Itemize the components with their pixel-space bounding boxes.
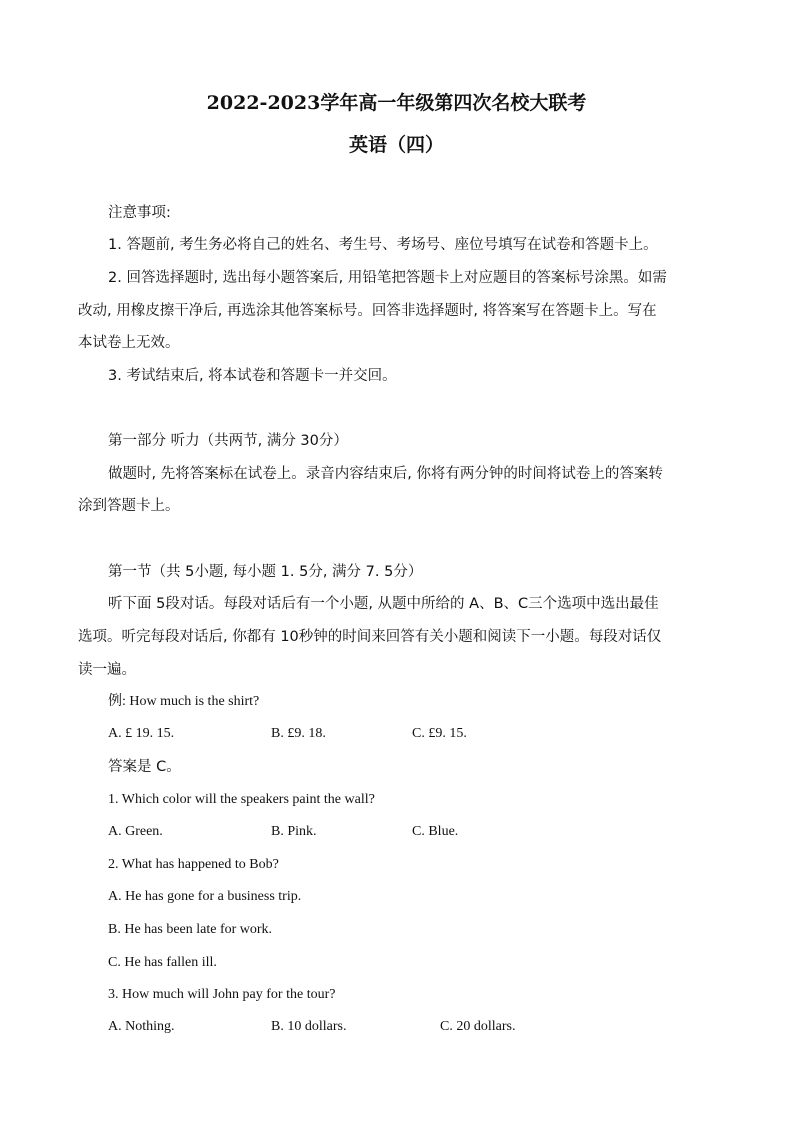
- section1-instruction-line-2: 选项。听完每段对话后, 你都有 10秒钟的时间来回答有关小题和阅读下一小题。每段对话仅: [78, 629, 662, 645]
- notice-item-2-line-2: 改动, 用橡皮擦干净后, 再选涂其他答案标号。回答非选择题时, 将答案写在答题卡上。写在: [78, 303, 657, 319]
- question-1-option-c: C. Blue.: [412, 824, 459, 839]
- question-2-option-a: A. He has gone for a business trip.: [108, 889, 302, 904]
- example-option-c: C. £9. 15.: [412, 726, 467, 741]
- notice-item-1: 1. 答题前, 考生务必将自己的姓名、考生号、考场号、座位号填写在试卷和答题卡上。: [108, 237, 658, 253]
- exam-title: 2022-2023学年高一年级第四次名校大联考: [206, 92, 587, 114]
- question-3-option-a: A. Nothing.: [108, 1019, 175, 1034]
- notice-item-3: 3. 考试结束后, 将本试卷和答题卡一并交回。: [108, 368, 397, 384]
- question-1-option-b: B. Pink.: [271, 824, 317, 839]
- exam-subtitle: 英语（四）: [348, 134, 444, 156]
- example-option-a: A. £ 19. 15.: [108, 726, 175, 741]
- notice-heading: 注意事项:: [108, 205, 171, 221]
- notice-item-2-line-1: 2. 回答选择题时, 选出每小题答案后, 用铅笔把答题卡上对应题目的答案标号涂黑。如需: [108, 270, 667, 286]
- part1-instruction-line-1: 做题时, 先将答案标在试卷上。录音内容结束后, 你将有两分钟的时间将试卷上的答案转: [108, 466, 663, 482]
- notice-item-2-line-3: 本试卷上无效。: [78, 335, 180, 351]
- section1-instruction-line-1: 听下面 5段对话。每段对话后有一个小题, 从题中所给的 A、B、C三个选项中选出最佳: [108, 596, 659, 612]
- part1-heading: 第一部分 听力（共两节, 满分 30分）: [108, 433, 348, 449]
- example-option-b: B. £9. 18.: [271, 726, 326, 741]
- question-2-option-b: B. He has been late for work.: [108, 922, 273, 937]
- question-3-stem: 3. How much will John pay for the tour?: [108, 987, 336, 1002]
- question-2-stem: 2. What has happened to Bob?: [108, 857, 279, 872]
- question-3-option-c: C. 20 dollars.: [440, 1019, 516, 1034]
- section1-instruction-line-3: 读一遍。: [78, 662, 136, 678]
- part1-instruction-line-2: 涂到答题卡上。: [78, 498, 180, 514]
- section1-heading: 第一节（共 5小题, 每小题 1. 5分, 满分 7. 5分）: [108, 564, 423, 580]
- example-question: 例: How much is the shirt?: [108, 694, 260, 709]
- question-3-option-b: B. 10 dollars.: [271, 1019, 347, 1034]
- example-answer: 答案是 C。: [108, 759, 181, 775]
- question-2-option-c: C. He has fallen ill.: [108, 955, 217, 970]
- question-1-option-a: A. Green.: [108, 824, 163, 839]
- question-1-stem: 1. Which color will the speakers paint the wall?: [108, 792, 375, 807]
